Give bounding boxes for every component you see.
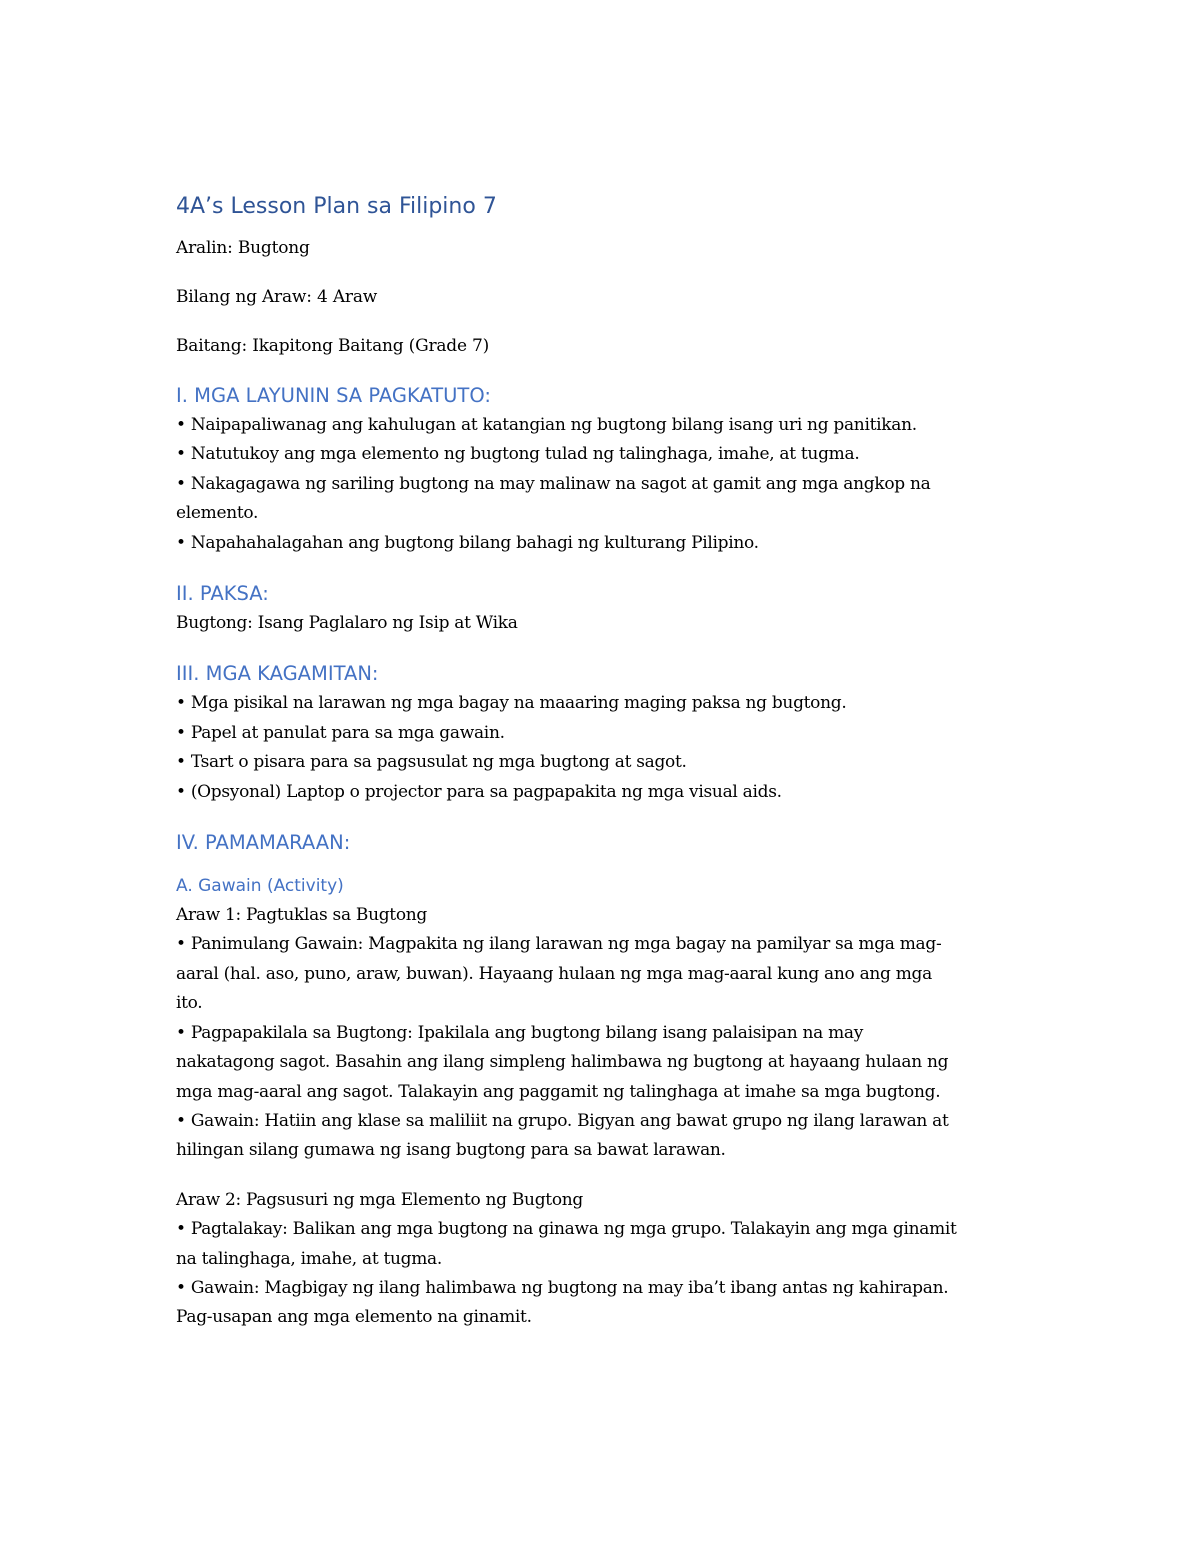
kagamitan-item: • Tsart o pisara para sa pagsusulat ng mga bugtong at sagot. xyxy=(176,752,687,773)
document-page xyxy=(176,190,1036,1333)
document-title: 4A’s Lesson Plan sa Filipino 7 xyxy=(176,194,497,219)
day1-line: aaral (hal. aso, puno, araw, buwan). Hayaang hulaan ng mga mag-aaral kung ano ang mga xyxy=(176,963,932,984)
gawain-subheading: A. Gawain (Activity) xyxy=(176,876,344,897)
pamamaraan-heading: IV. PAMAMARAAN: xyxy=(176,831,351,855)
kagamitan-item: • Mga pisikal na larawan ng mga bagay na maaaring maging paksa ng bugtong. xyxy=(176,693,847,714)
day2-line: na talinghaga, imahe, at tugma. xyxy=(176,1248,442,1269)
kagamitan-item: • (Opsyonal) Laptop o projector para sa pagpapakita ng mga visual aids. xyxy=(176,781,782,802)
day2-line: Pag-usapan ang mga elemento na ginamit. xyxy=(176,1307,532,1328)
layunin-item: • Nakagagawa ng sariling bugtong na may malinaw na sagot at gamit ang mga angkop na xyxy=(176,473,931,494)
paksa-text: Bugtong: Isang Paglalaro ng Isip at Wika xyxy=(176,613,518,634)
layunin-item: • Napahahalagahan ang bugtong bilang bahagi ng kulturang Pilipino. xyxy=(176,532,759,553)
day1-line: mga mag-aaral ang sagot. Talakayin ang paggamit ng talinghaga at imahe sa mga bugtong. xyxy=(176,1081,941,1102)
baitang-line: Baitang: Ikapitong Baitang (Grade 7) xyxy=(176,336,490,356)
day1-line: nakatagong sagot. Basahin ang ilang simpleng halimbawa ng bugtong at hayaang hulaan ng xyxy=(176,1052,949,1073)
layunin-heading: I. MGA LAYUNIN SA PAGKATUTO: xyxy=(176,384,491,407)
aralin-line: Aralin: Bugtong xyxy=(176,238,310,258)
day1-line: • Panimulang Gawain: Magpakita ng ilang larawan ng mga bagay na pamilyar sa mga mag- xyxy=(176,934,942,955)
paksa-heading: II. PAKSA: xyxy=(176,582,269,606)
kagamitan-item: • Papel at panulat para sa mga gawain. xyxy=(176,722,505,743)
bilang-line: Bilang ng Araw: 4 Araw xyxy=(176,287,378,307)
day1-line: • Gawain: Hatiin ang klase sa maliliit na grupo. Bigyan ang bawat grupo ng ilang larawan at xyxy=(176,1110,949,1131)
day2-line: • Pagtalakay: Balikan ang mga bugtong na ginawa ng mga grupo. Talakayin ang mga ginamit xyxy=(176,1219,957,1240)
day1-line: hilingan silang gumawa ng isang bugtong para sa bawat larawan. xyxy=(176,1140,726,1161)
day2-title: Araw 2: Pagsusuri ng mga Elemento ng Bugtong xyxy=(176,1189,583,1210)
layunin-item: • Naipapaliwanag ang kahulugan at katangian ng bugtong bilang isang uri ng panitikan. xyxy=(176,415,917,435)
day1-title: Araw 1: Pagtuklas sa Bugtong xyxy=(176,905,427,926)
kagamitan-heading: III. MGA KAGAMITAN: xyxy=(176,662,379,686)
day1-line: • Pagpapakilala sa Bugtong: Ipakilala ang bugtong bilang isang palaisipan na may xyxy=(176,1022,864,1043)
layunin-item: • Natutukoy ang mga elemento ng bugtong tulad ng talinghaga, imahe, at tugma. xyxy=(176,444,860,465)
day1-line: ito. xyxy=(176,993,203,1014)
day2-line: • Gawain: Magbigay ng ilang halimbawa ng bugtong na may iba’t ibang antas ng kahirapan. xyxy=(176,1277,949,1298)
layunin-item-continued: elemento. xyxy=(176,503,259,524)
